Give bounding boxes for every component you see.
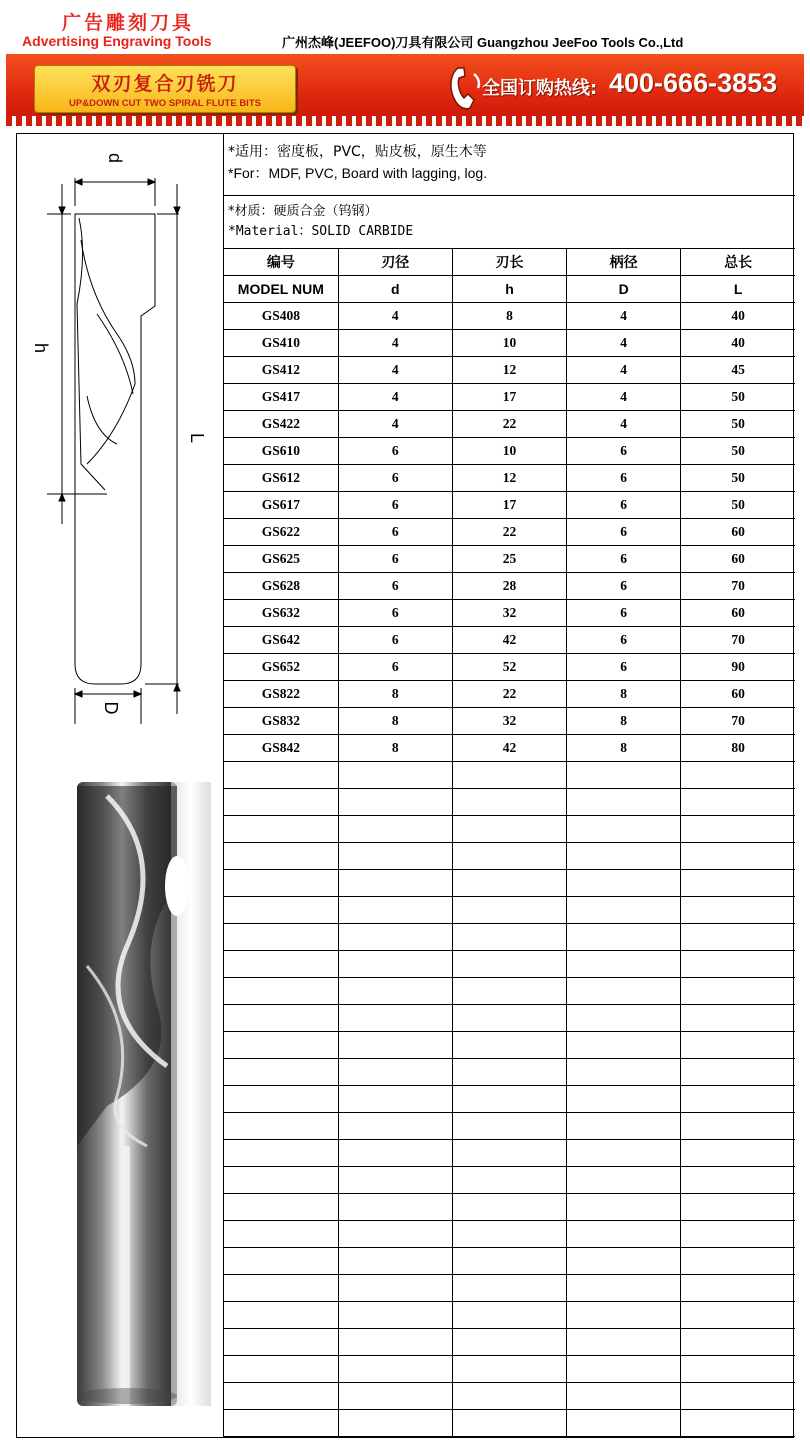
table-cell: 42	[452, 735, 566, 762]
table-cell	[681, 897, 795, 924]
table-cell: 6	[567, 573, 681, 600]
table-header-en	[224, 276, 795, 303]
material-en: *Material：SOLID CARBIDE	[228, 224, 414, 239]
table-cell	[224, 1086, 338, 1113]
table-cell	[567, 924, 681, 951]
table-cell	[567, 1032, 681, 1059]
table-cell	[452, 843, 566, 870]
table-cell: 60	[681, 681, 795, 708]
table-cell	[567, 951, 681, 978]
table-row-empty	[224, 1410, 795, 1437]
table-cell: 6	[338, 438, 452, 465]
table-cell	[224, 924, 338, 951]
table-cell	[567, 1140, 681, 1167]
table-cell	[338, 1032, 452, 1059]
table-cell: 28	[452, 573, 566, 600]
illustration-column	[17, 134, 224, 1437]
table-cell	[452, 978, 566, 1005]
table-cell: 50	[681, 465, 795, 492]
table-row-empty	[224, 762, 795, 789]
table-cell	[338, 1113, 452, 1140]
table-cell	[681, 816, 795, 843]
table-cell	[567, 1248, 681, 1275]
company-name: 广州杰峰(JEEFOO)刀具有限公司 Guangzhou JeeFoo Tools Co.,Ltd	[282, 35, 684, 50]
table-cell	[681, 1302, 795, 1329]
table-cell	[681, 1140, 795, 1167]
table-cell	[224, 1383, 338, 1410]
table-cell: GS412	[224, 357, 338, 384]
table-cell: GS610	[224, 438, 338, 465]
table-cell	[452, 1221, 566, 1248]
table-cell: 刃径	[338, 249, 452, 276]
table-cell: GS632	[224, 600, 338, 627]
table-cell	[224, 1356, 338, 1383]
table-row-empty	[224, 897, 795, 924]
table-cell	[681, 1329, 795, 1356]
table-cell	[338, 897, 452, 924]
table-cell: 32	[452, 600, 566, 627]
table-cell	[224, 789, 338, 816]
table-cell: 42	[452, 627, 566, 654]
table-cell	[338, 843, 452, 870]
table-cell	[224, 1221, 338, 1248]
table-cell: 6	[567, 492, 681, 519]
table-cell: 8	[567, 735, 681, 762]
table-cell: 4	[567, 303, 681, 330]
table-cell	[224, 1275, 338, 1302]
table-row	[224, 492, 795, 519]
table-cell	[681, 789, 795, 816]
table-cell	[224, 1140, 338, 1167]
table-row	[224, 573, 795, 600]
table-row	[224, 546, 795, 573]
table-cell: 6	[338, 573, 452, 600]
table-cell: 4	[567, 357, 681, 384]
hotline-number: 400-666-3853	[609, 68, 778, 98]
table-cell	[452, 789, 566, 816]
table-row	[224, 438, 795, 465]
tool-photo	[47, 766, 217, 1416]
table-cell	[452, 1194, 566, 1221]
spec-table	[224, 248, 795, 1437]
table-cell	[452, 1329, 566, 1356]
table-cell	[681, 1194, 795, 1221]
table-cell: 6	[338, 654, 452, 681]
table-cell	[338, 1194, 452, 1221]
table-cell: 4	[338, 384, 452, 411]
table-cell: GS617	[224, 492, 338, 519]
table-row-empty	[224, 1194, 795, 1221]
table-cell: MODEL NUM	[224, 276, 338, 303]
table-cell	[224, 1113, 338, 1140]
table-cell: 总长	[681, 249, 795, 276]
table-cell	[681, 762, 795, 789]
material-cn: *材质：硬质合金（钨钢）	[228, 204, 378, 219]
table-cell: 6	[338, 546, 452, 573]
table-cell	[681, 1248, 795, 1275]
table-cell	[338, 1248, 452, 1275]
table-cell	[567, 1059, 681, 1086]
table-cell	[338, 1221, 452, 1248]
application-info	[224, 134, 795, 196]
table-row-empty	[224, 1383, 795, 1410]
table-cell	[452, 951, 566, 978]
table-row	[224, 357, 795, 384]
table-cell: 22	[452, 519, 566, 546]
table-cell: 4	[338, 330, 452, 357]
table-cell	[224, 1032, 338, 1059]
table-cell	[567, 1167, 681, 1194]
table-row	[224, 411, 795, 438]
table-cell: 6	[567, 519, 681, 546]
table-cell	[338, 1302, 452, 1329]
table-cell: 50	[681, 438, 795, 465]
table-cell	[452, 762, 566, 789]
hotline-label: 全国订购热线:	[482, 78, 598, 99]
table-cell: 刃长	[452, 249, 566, 276]
table-cell: h	[452, 276, 566, 303]
table-row-empty	[224, 924, 795, 951]
table-cell	[452, 870, 566, 897]
table-cell	[224, 1167, 338, 1194]
table-cell	[567, 870, 681, 897]
table-row	[224, 384, 795, 411]
phone-icon	[446, 64, 486, 112]
table-cell: 柄径	[567, 249, 681, 276]
table-cell: 6	[338, 600, 452, 627]
table-cell: 80	[681, 735, 795, 762]
application-en: *For：MDF, PVC, Board with lagging, log.	[228, 165, 488, 181]
table-cell: 4	[338, 411, 452, 438]
table-cell: GS842	[224, 735, 338, 762]
table-cell: 6	[338, 492, 452, 519]
table-row	[224, 600, 795, 627]
table-cell: 60	[681, 519, 795, 546]
table-cell	[224, 1194, 338, 1221]
table-cell	[338, 1167, 452, 1194]
table-cell	[567, 1329, 681, 1356]
table-cell: 40	[681, 330, 795, 357]
table-row	[224, 735, 795, 762]
table-cell	[338, 951, 452, 978]
table-cell	[681, 843, 795, 870]
table-cell	[338, 1329, 452, 1356]
table-cell	[452, 1275, 566, 1302]
table-row-empty	[224, 789, 795, 816]
table-cell	[681, 1383, 795, 1410]
table-cell: 6	[567, 546, 681, 573]
table-cell	[452, 1410, 566, 1437]
table-cell	[567, 762, 681, 789]
table-cell: 50	[681, 411, 795, 438]
table-cell	[452, 1383, 566, 1410]
table-cell	[224, 816, 338, 843]
table-cell	[567, 1356, 681, 1383]
table-cell: 10	[452, 438, 566, 465]
table-cell	[452, 1086, 566, 1113]
table-cell: GS628	[224, 573, 338, 600]
product-banner	[6, 54, 804, 124]
table-cell	[452, 816, 566, 843]
table-row-empty	[224, 816, 795, 843]
table-header-cn	[224, 249, 795, 276]
table-row-empty	[224, 1248, 795, 1275]
dim-label-D: D	[101, 701, 121, 715]
table-row-empty	[224, 951, 795, 978]
product-title-en: UP&DOWN CUT TWO SPIRAL FLUTE BITS	[69, 98, 261, 109]
table-cell	[452, 897, 566, 924]
table-cell	[338, 1410, 452, 1437]
table-cell: GS625	[224, 546, 338, 573]
table-cell: 4	[567, 411, 681, 438]
table-cell	[224, 978, 338, 1005]
table-cell	[567, 978, 681, 1005]
table-row	[224, 519, 795, 546]
table-row-empty	[224, 1167, 795, 1194]
table-cell	[681, 924, 795, 951]
table-cell	[224, 1248, 338, 1275]
table-cell: GS822	[224, 681, 338, 708]
table-cell: 90	[681, 654, 795, 681]
table-cell	[224, 897, 338, 924]
table-cell: 6	[567, 438, 681, 465]
table-cell	[224, 1329, 338, 1356]
table-cell	[224, 870, 338, 897]
table-cell: GS622	[224, 519, 338, 546]
table-cell	[681, 1356, 795, 1383]
brand-title-cn: 广告雕刻刀具	[62, 12, 195, 34]
table-cell	[681, 870, 795, 897]
table-cell: 6	[567, 654, 681, 681]
table-cell: 6	[567, 465, 681, 492]
dim-label-h: h	[31, 342, 51, 354]
table-cell	[338, 978, 452, 1005]
table-cell	[338, 1140, 452, 1167]
tool-dimension-drawing	[17, 134, 223, 754]
table-cell	[452, 1059, 566, 1086]
table-cell: 6	[567, 627, 681, 654]
table-cell	[224, 843, 338, 870]
table-row	[224, 708, 795, 735]
table-cell	[567, 1410, 681, 1437]
table-row	[224, 465, 795, 492]
table-cell	[338, 1356, 452, 1383]
table-cell	[338, 789, 452, 816]
table-cell	[452, 1032, 566, 1059]
table-cell	[452, 1113, 566, 1140]
table-cell	[567, 1383, 681, 1410]
table-cell: 22	[452, 411, 566, 438]
table-row	[224, 654, 795, 681]
table-row-empty	[224, 1302, 795, 1329]
table-cell: 25	[452, 546, 566, 573]
table-cell: 6	[338, 519, 452, 546]
table-cell	[567, 1005, 681, 1032]
table-cell	[681, 1221, 795, 1248]
table-cell	[338, 870, 452, 897]
table-cell: 70	[681, 573, 795, 600]
table-cell: 40	[681, 303, 795, 330]
table-cell: 8	[452, 303, 566, 330]
table-cell: 6	[567, 600, 681, 627]
table-cell: 17	[452, 384, 566, 411]
banner-serrated-edge	[6, 116, 804, 126]
table-cell: 4	[338, 303, 452, 330]
table-cell: 17	[452, 492, 566, 519]
table-cell	[452, 1356, 566, 1383]
table-cell: 70	[681, 708, 795, 735]
table-cell	[681, 951, 795, 978]
table-cell: 50	[681, 492, 795, 519]
product-title-cn: 双刃复合刃铣刀	[91, 73, 239, 95]
table-cell: 60	[681, 546, 795, 573]
table-row	[224, 330, 795, 357]
table-cell: GS408	[224, 303, 338, 330]
table-cell: 6	[338, 627, 452, 654]
table-cell	[224, 1059, 338, 1086]
table-row-empty	[224, 1275, 795, 1302]
table-row-empty	[224, 1113, 795, 1140]
table-row-empty	[224, 1086, 795, 1113]
table-cell	[681, 1113, 795, 1140]
table-row-empty	[224, 1329, 795, 1356]
table-cell	[567, 1275, 681, 1302]
table-cell: 12	[452, 465, 566, 492]
table-cell	[452, 1248, 566, 1275]
table-cell: 8	[338, 681, 452, 708]
table-cell: 8	[567, 708, 681, 735]
table-row-empty	[224, 1221, 795, 1248]
table-cell: 60	[681, 600, 795, 627]
table-cell: GS642	[224, 627, 338, 654]
table-cell: D	[567, 276, 681, 303]
table-cell	[338, 1059, 452, 1086]
table-row-empty	[224, 1356, 795, 1383]
material-info	[224, 196, 795, 248]
table-cell: 8	[567, 681, 681, 708]
table-cell	[567, 1221, 681, 1248]
table-cell	[224, 1005, 338, 1032]
table-cell	[681, 1275, 795, 1302]
table-cell	[567, 1194, 681, 1221]
table-row	[224, 681, 795, 708]
table-row	[224, 303, 795, 330]
table-row	[224, 627, 795, 654]
table-cell: L	[681, 276, 795, 303]
table-cell: 52	[452, 654, 566, 681]
table-cell	[567, 1113, 681, 1140]
table-cell	[681, 978, 795, 1005]
table-cell: GS410	[224, 330, 338, 357]
dim-label-d: d	[105, 152, 125, 164]
table-cell: GS832	[224, 708, 338, 735]
table-cell	[338, 1086, 452, 1113]
table-cell: GS417	[224, 384, 338, 411]
table-cell	[681, 1005, 795, 1032]
table-cell	[452, 1140, 566, 1167]
table-cell	[681, 1410, 795, 1437]
table-cell	[452, 1005, 566, 1032]
table-row-empty	[224, 843, 795, 870]
table-cell	[338, 816, 452, 843]
table-cell	[567, 1086, 681, 1113]
brand-title-en: Advertising Engraving Tools	[22, 33, 212, 49]
table-cell	[338, 1383, 452, 1410]
table-cell	[224, 762, 338, 789]
table-cell: d	[338, 276, 452, 303]
table-row-empty	[224, 1005, 795, 1032]
dim-label-L: L	[187, 432, 207, 444]
table-cell	[224, 1302, 338, 1329]
table-cell: 50	[681, 384, 795, 411]
table-cell: GS612	[224, 465, 338, 492]
table-row-empty	[224, 870, 795, 897]
table-cell	[567, 816, 681, 843]
table-cell: 4	[567, 384, 681, 411]
table-cell	[567, 1302, 681, 1329]
table-cell	[681, 1032, 795, 1059]
table-cell	[338, 924, 452, 951]
spec-sheet	[16, 133, 794, 1438]
table-cell: 6	[338, 465, 452, 492]
table-cell	[224, 1410, 338, 1437]
table-cell: 22	[452, 681, 566, 708]
table-cell	[681, 1059, 795, 1086]
table-cell	[224, 951, 338, 978]
table-cell	[338, 762, 452, 789]
table-cell: 32	[452, 708, 566, 735]
table-cell	[452, 1167, 566, 1194]
table-cell	[567, 789, 681, 816]
table-cell	[681, 1086, 795, 1113]
table-row-empty	[224, 1140, 795, 1167]
table-row-empty	[224, 1032, 795, 1059]
table-cell	[452, 1302, 566, 1329]
table-cell	[452, 924, 566, 951]
table-cell: 45	[681, 357, 795, 384]
page-header	[0, 0, 810, 52]
table-cell	[567, 843, 681, 870]
table-cell: 4	[567, 330, 681, 357]
product-badge	[34, 65, 296, 113]
table-cell: 8	[338, 735, 452, 762]
table-cell: 10	[452, 330, 566, 357]
table-row-empty	[224, 978, 795, 1005]
table-cell	[338, 1275, 452, 1302]
table-cell	[567, 897, 681, 924]
table-cell: 8	[338, 708, 452, 735]
table-cell	[338, 1005, 452, 1032]
table-cell: 12	[452, 357, 566, 384]
table-cell: GS652	[224, 654, 338, 681]
table-cell: 70	[681, 627, 795, 654]
table-cell	[681, 1167, 795, 1194]
table-row-empty	[224, 1059, 795, 1086]
table-cell: 4	[338, 357, 452, 384]
table-cell: GS422	[224, 411, 338, 438]
application-cn: *适用：密度板，PVC，贴皮板，原生木等	[228, 144, 487, 160]
table-cell: 编号	[224, 249, 338, 276]
